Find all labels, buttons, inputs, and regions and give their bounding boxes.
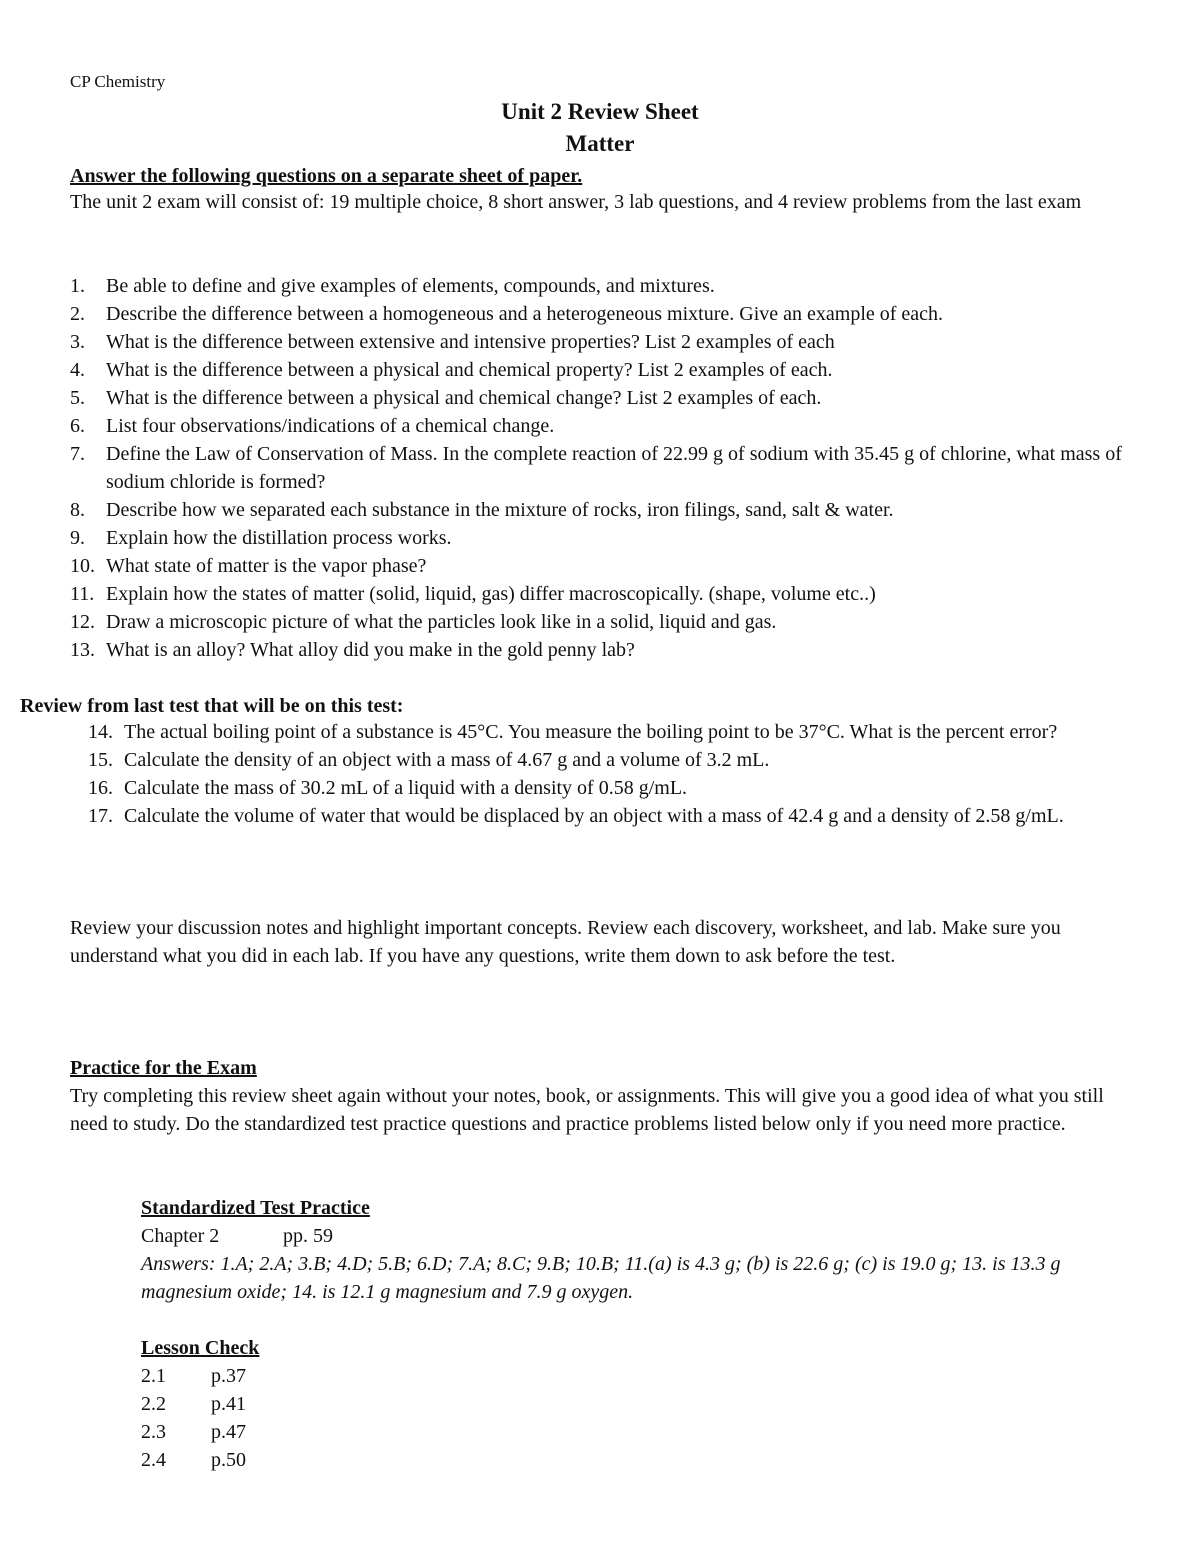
lesson-page: p.50 [211, 1449, 246, 1471]
question-item [70, 356, 1125, 384]
question-item [70, 496, 1125, 524]
question-number: 1. [70, 275, 85, 297]
lesson-page: p.41 [211, 1393, 246, 1415]
question-item [70, 412, 1125, 440]
question-text: Describe how we separated each substance in the mixture of rocks, iron filings, sand, salt & water. [106, 499, 894, 521]
chapter-label: Chapter 2 [141, 1225, 220, 1247]
page-subtitle: Matter [565, 131, 635, 156]
question-item [70, 300, 1125, 328]
question-text: What state of matter is the vapor phase? [106, 555, 427, 577]
practice-paragraph: Try completing this review sheet again without your notes, book, or assignments. This will give you a good idea of what you still need to study. Do the standardized test practice questions and practice problems listed below only if you need more practice. [70, 1085, 1104, 1135]
question-number: 5. [70, 387, 85, 409]
question-number: 3. [70, 331, 85, 353]
question-text: What is the difference between a physical and chemical change? List 2 examples of each. [106, 387, 822, 409]
instruction-heading: Answer the following questions on a separate sheet of paper. [70, 165, 583, 187]
review-question-item [88, 802, 1128, 830]
question-number: 13. [70, 639, 95, 661]
question-number: 12. [70, 611, 95, 633]
question-number: 11. [70, 583, 95, 605]
question-item [70, 552, 1125, 580]
question-text: Explain how the states of matter (solid, liquid, gas) differ macroscopically. (shape, volume etc..) [106, 583, 876, 605]
question-item [70, 384, 1125, 412]
review-heading: Review from last test that will be on this test: [20, 695, 404, 717]
question-item [70, 608, 1125, 636]
question-number: 14. [88, 721, 113, 743]
exam-intro: The unit 2 exam will consist of: 19 multiple choice, 8 short answer, 3 lab questions, and 4 review problems from the last exam [70, 191, 1082, 213]
chapter-row [141, 1222, 333, 1250]
question-text: Explain how the distillation process works. [106, 527, 452, 549]
question-text: The actual boiling point of a substance is 45°C. You measure the boiling point to be 37°C. What is the percent error? [124, 721, 1058, 743]
question-number: 10. [70, 555, 95, 577]
lesson-section: 2.1 [141, 1365, 166, 1387]
lesson-section: 2.3 [141, 1421, 166, 1443]
question-number: 9. [70, 527, 85, 549]
review-question-item [88, 746, 1128, 774]
question-number: 15. [88, 749, 113, 771]
study-notes-paragraph: Review your discussion notes and highlight important concepts. Review each discovery, worksheet, and lab. Make sure you understand what you did in each lab. If you have any questions, write them down to ask before the test. [70, 917, 1061, 967]
page-title: Unit 2 Review Sheet [501, 99, 699, 124]
question-text: What is an alloy? What alloy did you make in the gold penny lab? [106, 639, 635, 661]
question-number: 17. [88, 805, 113, 827]
question-list [70, 272, 1125, 664]
question-number: 4. [70, 359, 85, 381]
question-number: 7. [70, 443, 85, 465]
lesson-check-row [141, 1418, 441, 1446]
question-text: Define the Law of Conservation of Mass. In the complete reaction of 22.99 g of sodium with 35.45 g of chlorine, what mass of sodium chloride is formed? [106, 443, 1122, 493]
lesson-check-row [141, 1362, 441, 1390]
lesson-check-row [141, 1446, 441, 1474]
question-item [70, 524, 1125, 552]
question-text: Calculate the volume of water that would be displaced by an object with a mass of 42.4 g and a density of 2.58 g/mL. [124, 805, 1064, 827]
question-item [70, 440, 1125, 496]
lesson-check-row [141, 1390, 441, 1418]
course-name: CP Chemistry [70, 72, 166, 91]
question-number: 16. [88, 777, 113, 799]
review-question-list [88, 718, 1128, 830]
question-number: 8. [70, 499, 85, 521]
question-text: Describe the difference between a homogeneous and a heterogeneous mixture. Give an example of each. [106, 303, 944, 325]
lesson-page: p.37 [211, 1365, 246, 1387]
review-question-item [88, 774, 1128, 802]
question-item [70, 580, 1125, 608]
lesson-check-heading: Lesson Check [141, 1337, 260, 1359]
question-text: What is the difference between a physical and chemical property? List 2 examples of each. [106, 359, 833, 381]
question-number: 6. [70, 415, 85, 437]
question-text: Draw a microscopic picture of what the particles look like in a solid, liquid and gas. [106, 611, 777, 633]
lesson-check-list [141, 1362, 441, 1474]
question-text: Be able to define and give examples of elements, compounds, and mixtures. [106, 275, 715, 297]
question-item [70, 272, 1125, 300]
standardized-test-heading: Standardized Test Practice [141, 1197, 370, 1219]
question-number: 2. [70, 303, 85, 325]
question-item [70, 636, 1125, 664]
lesson-section: 2.4 [141, 1449, 166, 1471]
question-text: What is the difference between extensive and intensive properties? List 2 examples of each [106, 331, 835, 353]
practice-heading: Practice for the Exam [70, 1057, 257, 1079]
question-text: Calculate the mass of 30.2 mL of a liquid with a density of 0.58 g/mL. [124, 777, 688, 799]
review-question-item [88, 718, 1128, 746]
lesson-section: 2.2 [141, 1393, 166, 1415]
lesson-page: p.47 [211, 1421, 246, 1443]
chapter-pages: pp. 59 [283, 1225, 333, 1247]
question-text: Calculate the density of an object with a mass of 4.67 g and a volume of 3.2 mL. [124, 749, 770, 771]
answers-paragraph: Answers: 1.A; 2.A; 3.B; 4.D; 5.B; 6.D; 7.A; 8.C; 9.B; 10.B; 11.(a) is 4.3 g; (b) is 22.6 g; (c) is 19.0 g; 13. is 13.3 g magnesium oxide; 14. is 12.1 g magnesium and 7.9 g oxygen. [141, 1253, 1061, 1303]
question-item [70, 328, 1125, 356]
question-text: List four observations/indications of a chemical change. [106, 415, 555, 437]
